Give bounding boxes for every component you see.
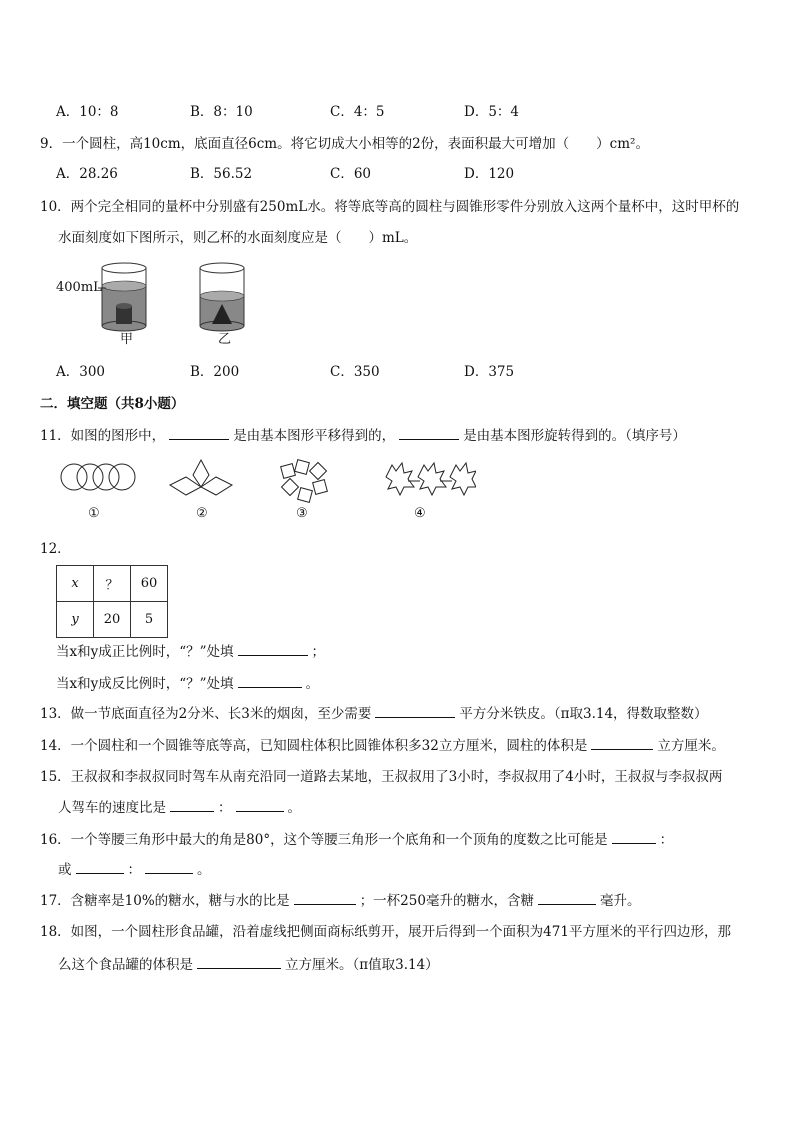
figure-2-rhombuses: [170, 460, 232, 495]
q17: [40, 890, 640, 911]
q12-line1-text: 当x和y成正比例时，“？”处填: [56, 644, 234, 660]
q18-stem-line2: 么这个食品罐的体积是: [58, 957, 193, 973]
q9-option-d: D．120: [464, 166, 515, 182]
q16-line2: [58, 859, 211, 880]
cup1-rim: [102, 263, 146, 273]
q11-label-1: ①: [88, 506, 100, 521]
q9-option-a: A．28.26: [56, 166, 118, 182]
q15-blank-2[interactable]: [236, 797, 284, 812]
q8-option-d: D．5：4: [464, 104, 520, 120]
q18-end: 立方厘米。（π值取3.14）: [285, 957, 439, 973]
q15-end: 。: [287, 800, 301, 816]
q12-line2: [56, 673, 319, 694]
q10-option-b: B．200: [190, 364, 240, 380]
q14: [40, 735, 725, 756]
q13-end: 平方分米铁皮。（π取3.14，得数取整数）: [459, 706, 708, 722]
q16-blank-3[interactable]: [145, 859, 193, 874]
q16-end: 。: [197, 862, 211, 878]
q9-option-b: B．56.52: [190, 166, 253, 182]
section-title-fill-in: 二．填空题（共8小题）: [40, 396, 185, 412]
q15-colon: ：: [218, 800, 232, 816]
q16-colon-2: ：: [127, 862, 141, 878]
table-row: [57, 566, 168, 602]
q9-stem: 9．一个圆柱，高10cm，底面直径6cm。将它切成大小相等的2份，表面积最大可增加（ ）cm²。: [40, 136, 649, 152]
q8-option-b: B．8：10: [190, 104, 253, 120]
q14-stem: 14．一个圆柱和一个圆锥等底等高，已知圆柱体积比圆锥体积多32立方厘米，圆柱的体积是: [40, 738, 588, 754]
q14-blank[interactable]: [591, 735, 653, 750]
q18-line2: [58, 954, 439, 975]
q12-line2-end: 。: [305, 676, 320, 692]
cup2-water-surface: [200, 291, 244, 301]
q11-label-2: ②: [196, 506, 208, 521]
q16-blank-2[interactable]: [76, 859, 124, 874]
q10-option-a: A．300: [56, 364, 106, 380]
table-cell: 5: [131, 602, 168, 638]
q11-label-4: ④: [414, 506, 426, 521]
cup1-label: 甲: [120, 332, 134, 347]
q13: [40, 703, 708, 724]
cup1-level-label: 400mL: [56, 280, 102, 295]
cup1-water-surface: [102, 281, 146, 291]
q11-figures-svg: [56, 455, 476, 505]
q11-figures: [56, 455, 476, 505]
q12-line2-text: 当x和y成反比例时，“？”处填: [56, 676, 234, 692]
q15-stem-line2: 人驾车的速度比是: [58, 800, 166, 816]
q16-blank-1[interactable]: [612, 829, 656, 844]
q11-stem-start: 11．如图的图形中，: [40, 428, 166, 444]
q11-stem: [40, 425, 686, 446]
table-cell: 60: [131, 566, 168, 602]
table-cell: 20: [94, 602, 131, 638]
q12-blank-2[interactable]: [238, 673, 302, 688]
cylinder-top: [116, 303, 132, 309]
q15-stem-line1: 15．王叔叔和李叔叔同时驾车从南充沿同一道路去某地，王叔叔用了3小时，李叔叔用了4小时，王叔叔与李叔叔两: [40, 769, 723, 785]
q15-blank-1[interactable]: [170, 797, 214, 812]
table-cell: y: [57, 602, 94, 638]
q12-blank-1[interactable]: [238, 641, 308, 656]
table-cell: ？: [94, 566, 131, 602]
figure-3-rotated-squares: [281, 460, 328, 503]
q18-stem-line1: 18．如图，一个圆柱形食品罐，沿着虚线把侧面商标纸剪开，展开后得到一个面积为471平方厘米的平行四边形，那: [40, 924, 731, 940]
q14-end: 立方厘米。: [657, 738, 725, 754]
q17-stem: 17．含糖率是10%的糖水，糖与水的比是: [40, 893, 290, 909]
q17-blank-2[interactable]: [538, 890, 596, 905]
q17-mid: ；一杯250毫升的糖水，含糖: [359, 893, 534, 909]
q11-blank-2[interactable]: [399, 425, 459, 440]
q18-blank[interactable]: [197, 954, 281, 969]
q17-end: 毫升。: [599, 893, 641, 909]
q13-stem: 13．做一节底面直径为2分米、长3米的烟囱，至少需要: [40, 706, 372, 722]
cup2-rim: [200, 263, 244, 273]
q11-blank-1[interactable]: [169, 425, 229, 440]
q9-option-c: C．60: [330, 166, 372, 182]
q8-option-a: A．10：8: [56, 104, 119, 120]
table-cell: x: [57, 566, 94, 602]
q10-option-c: C．350: [330, 364, 380, 380]
q17-blank-1[interactable]: [294, 890, 356, 905]
q16-line1: [40, 829, 673, 850]
q16-stem-line1: 16．一个等腰三角形中最大的角是80°，这个等腰三角形一个底角和一个顶角的度数之比可能是: [40, 832, 608, 848]
q12-line1: [56, 641, 325, 662]
q12-line1-end: ；: [311, 644, 326, 660]
q10-option-d: D．375: [464, 364, 515, 380]
q13-blank[interactable]: [375, 703, 455, 718]
q12-table: [56, 565, 168, 638]
q16-colon-1: ：: [659, 832, 674, 848]
q11-stem-mid: 是由基本图形平移得到的，: [233, 428, 396, 444]
q10-stem-line1: 10．两个完全相同的量杯中分别盛有250mL水。将等底等高的圆柱与圆锥形零件分别放入这两个量杯中，这时甲杯的: [40, 199, 740, 215]
q16-stem-line2: 或: [58, 862, 72, 878]
q10-stem-line2: 水面刻度如下图所示，则乙杯的水面刻度应是（ ）mL。: [58, 230, 418, 246]
q11-label-3: ③: [296, 506, 308, 521]
q8-option-c: C．4：5: [330, 104, 385, 120]
table-row: [57, 602, 168, 638]
q15-line2: [58, 797, 301, 818]
cup2-label: 乙: [218, 332, 232, 347]
figure-4-leaves: [386, 463, 476, 495]
q11-stem-end: 是由基本图形旋转得到的。（填序号）: [463, 428, 686, 444]
q12-number: 12．: [40, 541, 71, 557]
figure-1-circles: [61, 464, 135, 490]
